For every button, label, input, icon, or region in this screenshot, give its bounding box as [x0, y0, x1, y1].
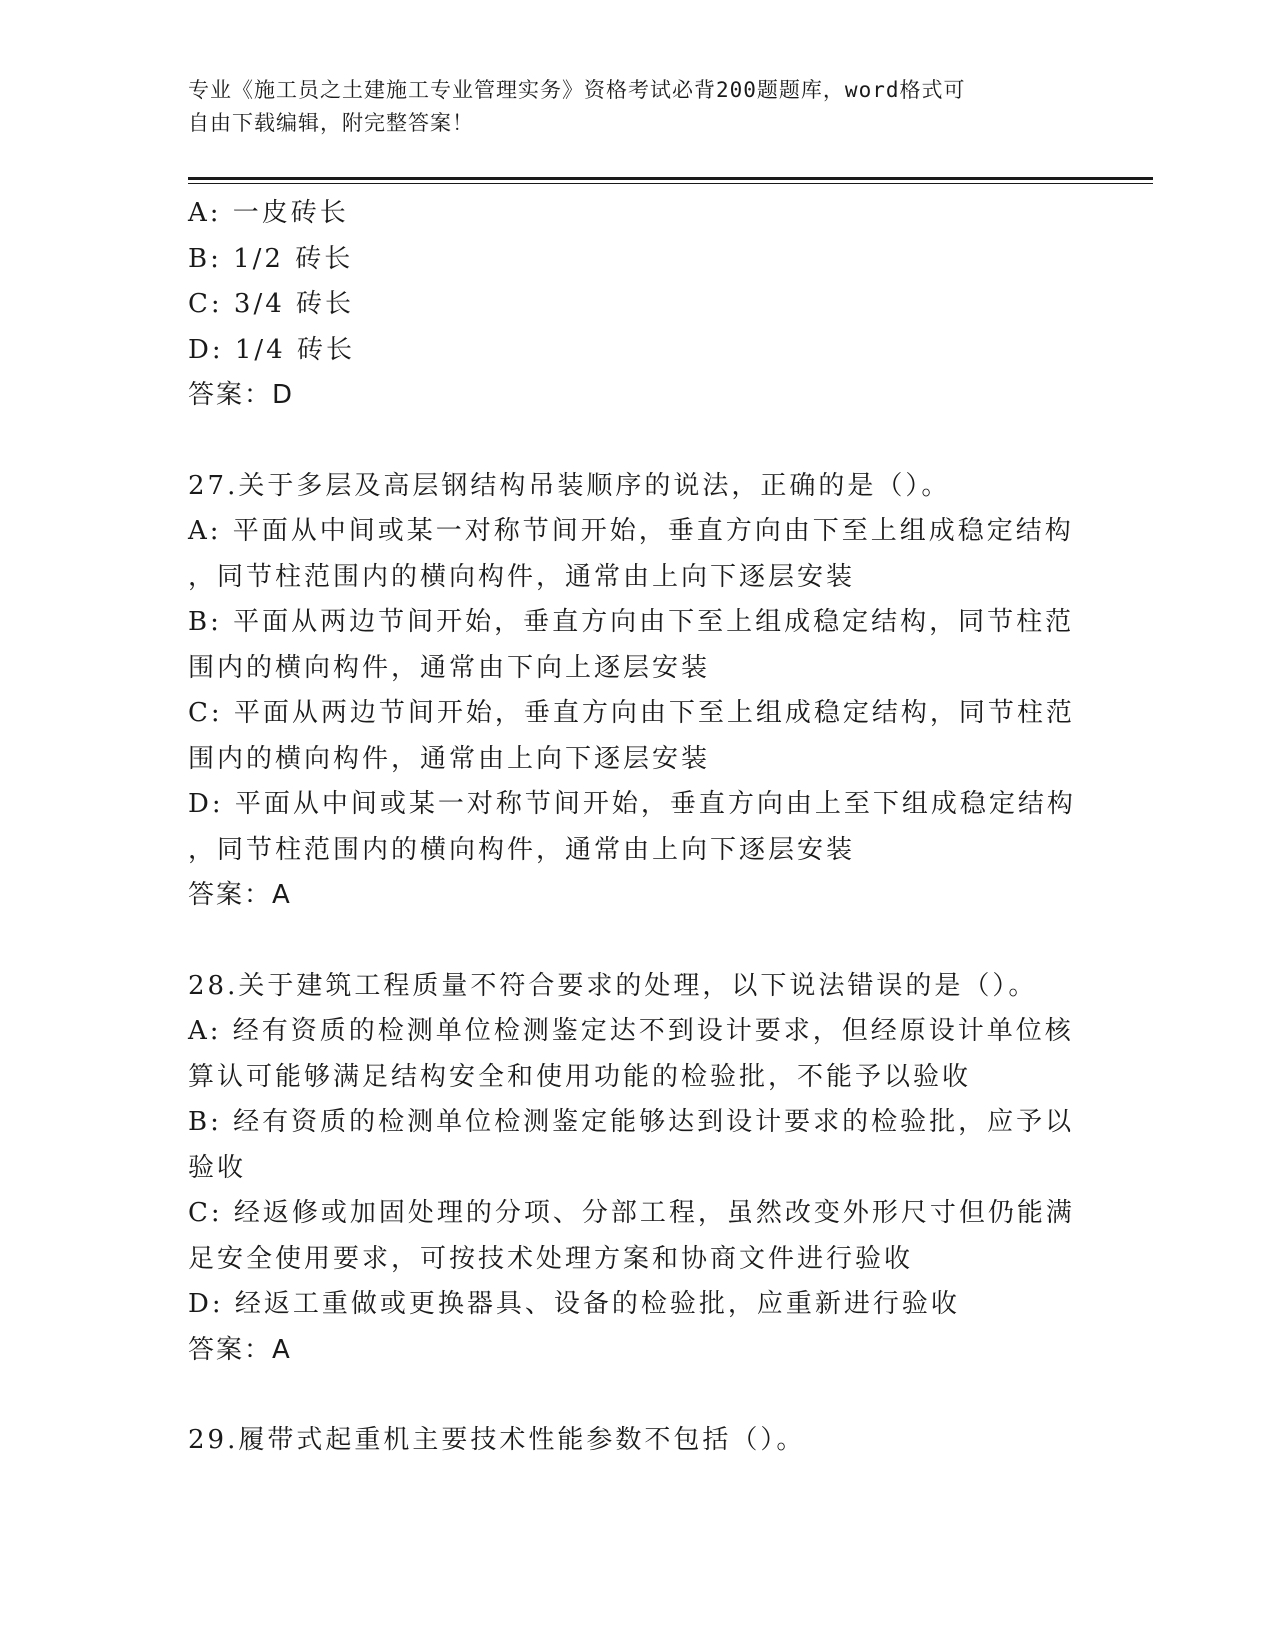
- header-rule-thick: [188, 177, 1153, 180]
- question-27: [188, 464, 1088, 919]
- spacer: [188, 1373, 1088, 1418]
- option-d: D: 经返工重做或更换器具、设备的检验批，应重新进行验收: [188, 1289, 960, 1319]
- question-26-options: [188, 191, 1088, 419]
- answer-line: 答案：D: [188, 380, 295, 410]
- header-line-2: 自由下载编辑，附完整答案！: [188, 111, 474, 135]
- spacer: [188, 919, 1088, 964]
- option-d-cont: ，同节柱范围内的横向构件，通常由上向下逐层安装: [188, 834, 856, 865]
- question-stem: 28.关于建筑工程质量不符合要求的处理，以下说法错误的是（）。: [188, 970, 1038, 1001]
- option-a: A: 经有资质的检测单位检测鉴定达不到设计要求，但经原设计单位核: [188, 1016, 1074, 1046]
- option-c-cont: 足安全使用要求，可按技术处理方案和协商文件进行验收: [188, 1243, 914, 1274]
- option-a: A: 平面从中间或某一对称节间开始，垂直方向由下至上组成稳定结构: [188, 516, 1074, 546]
- document-header: [188, 74, 1068, 140]
- option-d: D: 1/4 砖长: [188, 334, 355, 365]
- option-b: B: 经有资质的检测单位检测鉴定能够达到设计要求的检验批，应予以: [188, 1107, 1075, 1137]
- question-stem: 27.关于多层及高层钢结构吊装顺序的说法，正确的是（）。: [188, 470, 951, 501]
- option-c: C: 经返修或加固处理的分项、分部工程，虽然改变外形尺寸但仍能满: [188, 1198, 1075, 1228]
- answer-line: 答案：A: [188, 1334, 292, 1365]
- option-d: D: 平面从中间或某一对称节间开始，垂直方向由上至下组成稳定结构: [188, 789, 1076, 819]
- option-a: A: 一皮砖长: [188, 198, 349, 228]
- header-rule-thin: [188, 183, 1153, 184]
- question-content: [188, 191, 1088, 1464]
- option-a-cont: 算认可能够满足结构安全和使用功能的检验批，不能予以验收: [188, 1061, 972, 1092]
- option-b-cont: 验收: [188, 1152, 247, 1183]
- option-b: B: 平面从两边节间开始，垂直方向由下至上组成稳定结构，同节柱范: [188, 607, 1075, 637]
- option-c: C: 3/4 砖长: [188, 289, 355, 319]
- option-b-cont: 围内的横向构件，通常由下向上逐层安装: [188, 652, 711, 683]
- option-a-cont: ，同节柱范围内的横向构件，通常由上向下逐层安装: [188, 561, 856, 592]
- question-29: [188, 1418, 1088, 1464]
- header-line-1: 专业《施工员之土建施工专业管理实务》资格考试必背200题题库，word格式可: [188, 78, 966, 102]
- question-stem: 29.履带式起重机主要技术性能参数不包括（）。: [188, 1425, 806, 1455]
- spacer: [188, 419, 1088, 464]
- option-c: C: 平面从两边节间开始，垂直方向由下至上组成稳定结构，同节柱范: [188, 698, 1075, 728]
- answer-line: 答案：A: [188, 880, 292, 910]
- option-c-cont: 围内的横向构件，通常由上向下逐层安装: [188, 743, 711, 774]
- option-b: B: 1/2 砖长: [188, 243, 354, 274]
- question-28: [188, 964, 1088, 1374]
